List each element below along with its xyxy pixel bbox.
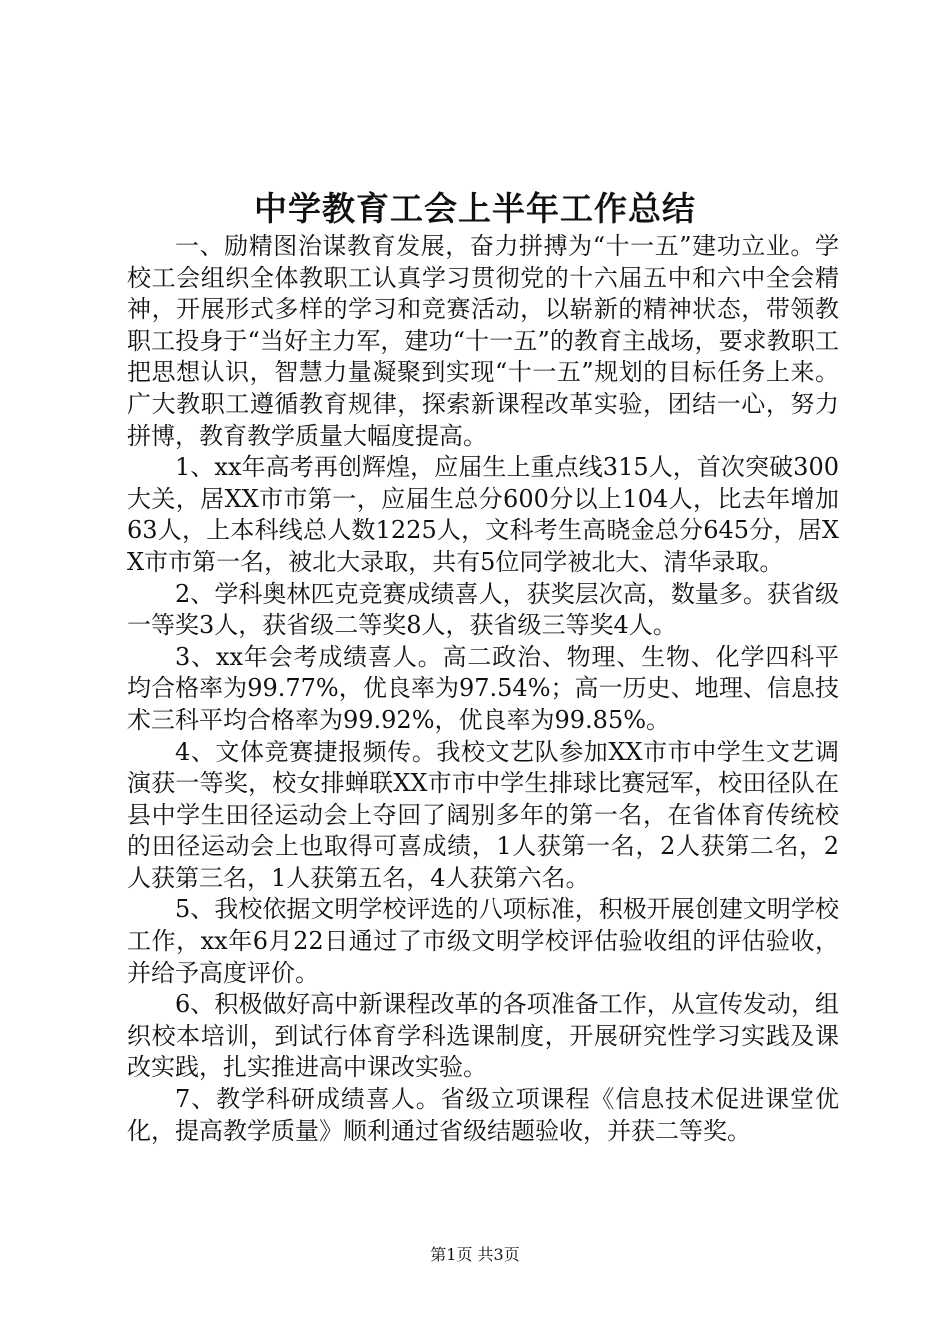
document-body: [127, 231, 839, 1147]
paragraph-item-2: 2、学科奥林匹克竞赛成绩喜人，获奖层次高，数量多。获省级一等奖3人，获省级二等奖8人，获省级三等奖4人。: [127, 579, 839, 640]
document-title: 中学教育工会上半年工作总结: [254, 189, 696, 228]
paragraph-item-6: 6、积极做好高中新课程改革的各项准备工作，从宣传发动，组织校本培训，到试行体育学科选课制度，开展研究性学习实践及课改实践，扎实推进高中课改实验。: [127, 990, 839, 1082]
paragraph-item-5: 5、我校依据文明学校评选的八项标准，积极开展创建文明学校工作，xx年6月22日通过了市级文明学校评估验收组的评估验收，并给予高度评价。: [127, 895, 839, 987]
paragraph-item-1: 1、xx年高考再创辉煌，应届生上重点线315人，首次突破300大关，居XX市市第一，应届生总分600分以上104人，比去年增加63人，上本科线总人数1225人，文科考生高晓金总分645分，居XX市市第一名，被北大录取，共有5位同学被北大、清华录取。: [127, 453, 839, 576]
paragraph-item-3: 3、xx年会考成绩喜人。高二政治、物理、生物、化学四科平均合格率为99.77%，优良率为97.54%；高一历史、地理、信息技术三科平均合格率为99.92%，优良率为99.85%。: [127, 642, 839, 734]
page-number-footer: 第1页 共3页: [430, 1245, 520, 1264]
paragraph-section-one: 一、励精图治谋教育发展，奋力拼搏为“十一五”建功立业。学校工会组织全体教职工认真学习贯彻党的十六届五中和六中全会精神，开展形式多样的学习和竞赛活动，以崭新的精神状态，带领教职工投身于“当好主力军，建功“十一五”的教育主战场，要求教职工把思想认识，智慧力量凝聚到实现“十一五”规划的目标任务上来。广大教职工遵循教育规律，探索新课程改革实验，团结一心，努力拼博，教育教学质量大幅度提高。: [127, 232, 839, 450]
paragraph-item-7: 7、教学科研成绩喜人。省级立项课程《信息技术促进课堂优化，提高教学质量》顺利通过省级结题验收，并获二等奖。: [127, 1085, 839, 1145]
paragraph-item-4: 4、文体竞赛捷报频传。我校文艺队参加XX市市中学生文艺调演获一等奖，校女排蝉联XX市市中学生排球比赛冠军，校田径队在县中学生田径运动会上夺回了阔别多年的第一名，在省体育传统校的田径运动会上也取得可喜成绩，1人获第一名，2人获第二名，2人获第三名，1人获第五名，4人获第六名。: [127, 737, 839, 892]
